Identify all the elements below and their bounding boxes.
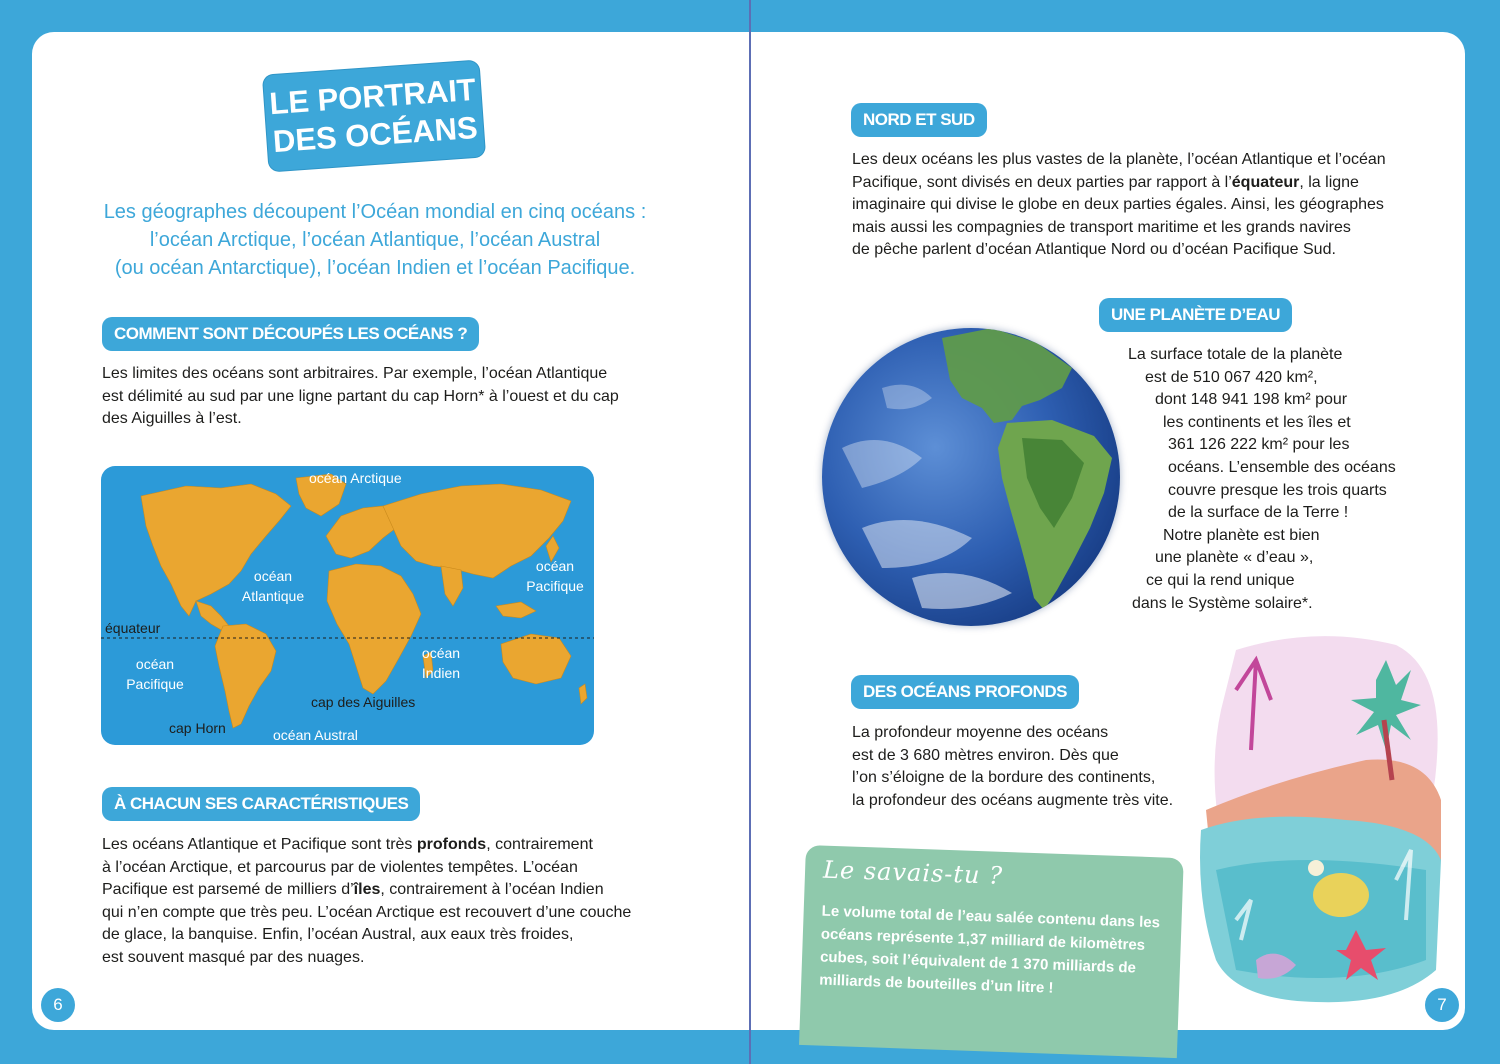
le-savais-tu-heading: Le savais-tu ? bbox=[822, 855, 1004, 890]
map-label-pacifique-ouest: océan Pacifique bbox=[126, 656, 184, 692]
earth-globe-image bbox=[822, 328, 1120, 626]
map-label-austral: océan Austral bbox=[273, 727, 358, 743]
section-heading-planete: UNE PLANÈTE D’EAU bbox=[1099, 298, 1292, 332]
section-heading-caracteristiques: À CHACUN SES CARACTÉRISTIQUES bbox=[102, 787, 420, 821]
section-heading-nord-sud: NORD ET SUD bbox=[851, 103, 987, 137]
map-label-atlantique: océan Atlantique bbox=[241, 568, 305, 604]
page-number-right: 7 bbox=[1425, 988, 1459, 1022]
map-label-indien: océan Indien bbox=[421, 645, 461, 681]
map-label-pacifique-est: océan Pacifique bbox=[526, 558, 584, 594]
earth-drawing bbox=[822, 328, 1120, 626]
section-text-nord-sud: Les deux océans les plus vastes de la planète, l’océan Atlantique et l’océan Pacifique, sont divisés en deux parties par rapport à l’équateur, la ligne imaginaire qui divise le globe en deux parties égales. Ainsi, les géographes mais aussi les compagnies de transport maritime et les grands navires de pêche parlent d’océan Atlantique Nord ou d’océan Pacifique Sud. bbox=[852, 151, 1386, 259]
page-number-left: 6 bbox=[41, 988, 75, 1022]
planete-text: La surface totale de la planète est de 510 067 420 km², dont 148 941 198 km² pour les continents et les îles et 361 126 222 km² pour les océans. L’ensemble des océans couvre presque les trois quarts de la surface de la Terre ! Notre planète est bien une planète « d’eau », ce qui la rend unique dans le Système solaire*. bbox=[1128, 346, 1396, 612]
ocean-illustration bbox=[1196, 630, 1446, 1010]
section-text-caracteristiques: Les océans Atlantique et Pacifique sont très profonds, contrairement à l’océan Arctique, et parcourus par de violentes tempêtes. L’océan Pacifique est parsemé de milliers d’îles, contrairement à l’océan Indien qui n’en compte que très peu. L’océan Arctique est recouvert d’une couche de glace, la banquise. Enfin, l’océan Austral, aux eaux très froides, est souvent masqué par des nuages. bbox=[102, 836, 632, 966]
section-text-profonds: La profondeur moyenne des océans est de 3 680 mètres environ. Dès que l’on s’éloigne de la bordure des continents, la profondeur des océans augmente très vite. bbox=[852, 724, 1174, 809]
map-label-arctique: océan Arctique bbox=[309, 470, 402, 486]
map-label-cap-aiguilles: cap des Aiguilles bbox=[311, 694, 416, 710]
title-line-2: DES OCÉANS bbox=[271, 109, 479, 160]
section-heading-profonds: DES OCÉANS PROFONDS bbox=[851, 675, 1079, 709]
map-label-cap-horn: cap Horn bbox=[169, 720, 226, 736]
le-savais-tu-box bbox=[799, 845, 1184, 1058]
title-line-1: LE PORTRAIT bbox=[268, 71, 477, 122]
section-heading-decoupage: COMMENT SONT DÉCOUPÉS LES OCÉANS ? bbox=[102, 317, 479, 351]
page-title bbox=[263, 61, 485, 172]
le-savais-tu-text: Le volume total de l’eau salée contenu dans les océans représente 1,37 milliard de kilomètres cubes, soit l’équivalent de 1 370 milliards de milliards de bouteilles d’un litre ! bbox=[818, 902, 1161, 997]
intro-paragraph: Les géographes découpent l’Océan mondial en cinq océans : l’océan Arctique, l’océan Atlantique, l’océan Austral (ou océan Antarctique), l’océan Indien et l’océan Pacifique. bbox=[103, 201, 647, 279]
map-label-equateur: équateur bbox=[105, 620, 161, 636]
ocean-illustration-drawing bbox=[1196, 630, 1446, 1010]
section-text-decoupage: Les limites des océans sont arbitraires. Par exemple, l’océan Atlantique est délimité au sud par une ligne partant du cap Horn* à l’ouest et du cap des Aiguilles à l’est. bbox=[102, 365, 619, 428]
book-gutter bbox=[749, 0, 751, 1064]
world-map bbox=[101, 466, 594, 745]
